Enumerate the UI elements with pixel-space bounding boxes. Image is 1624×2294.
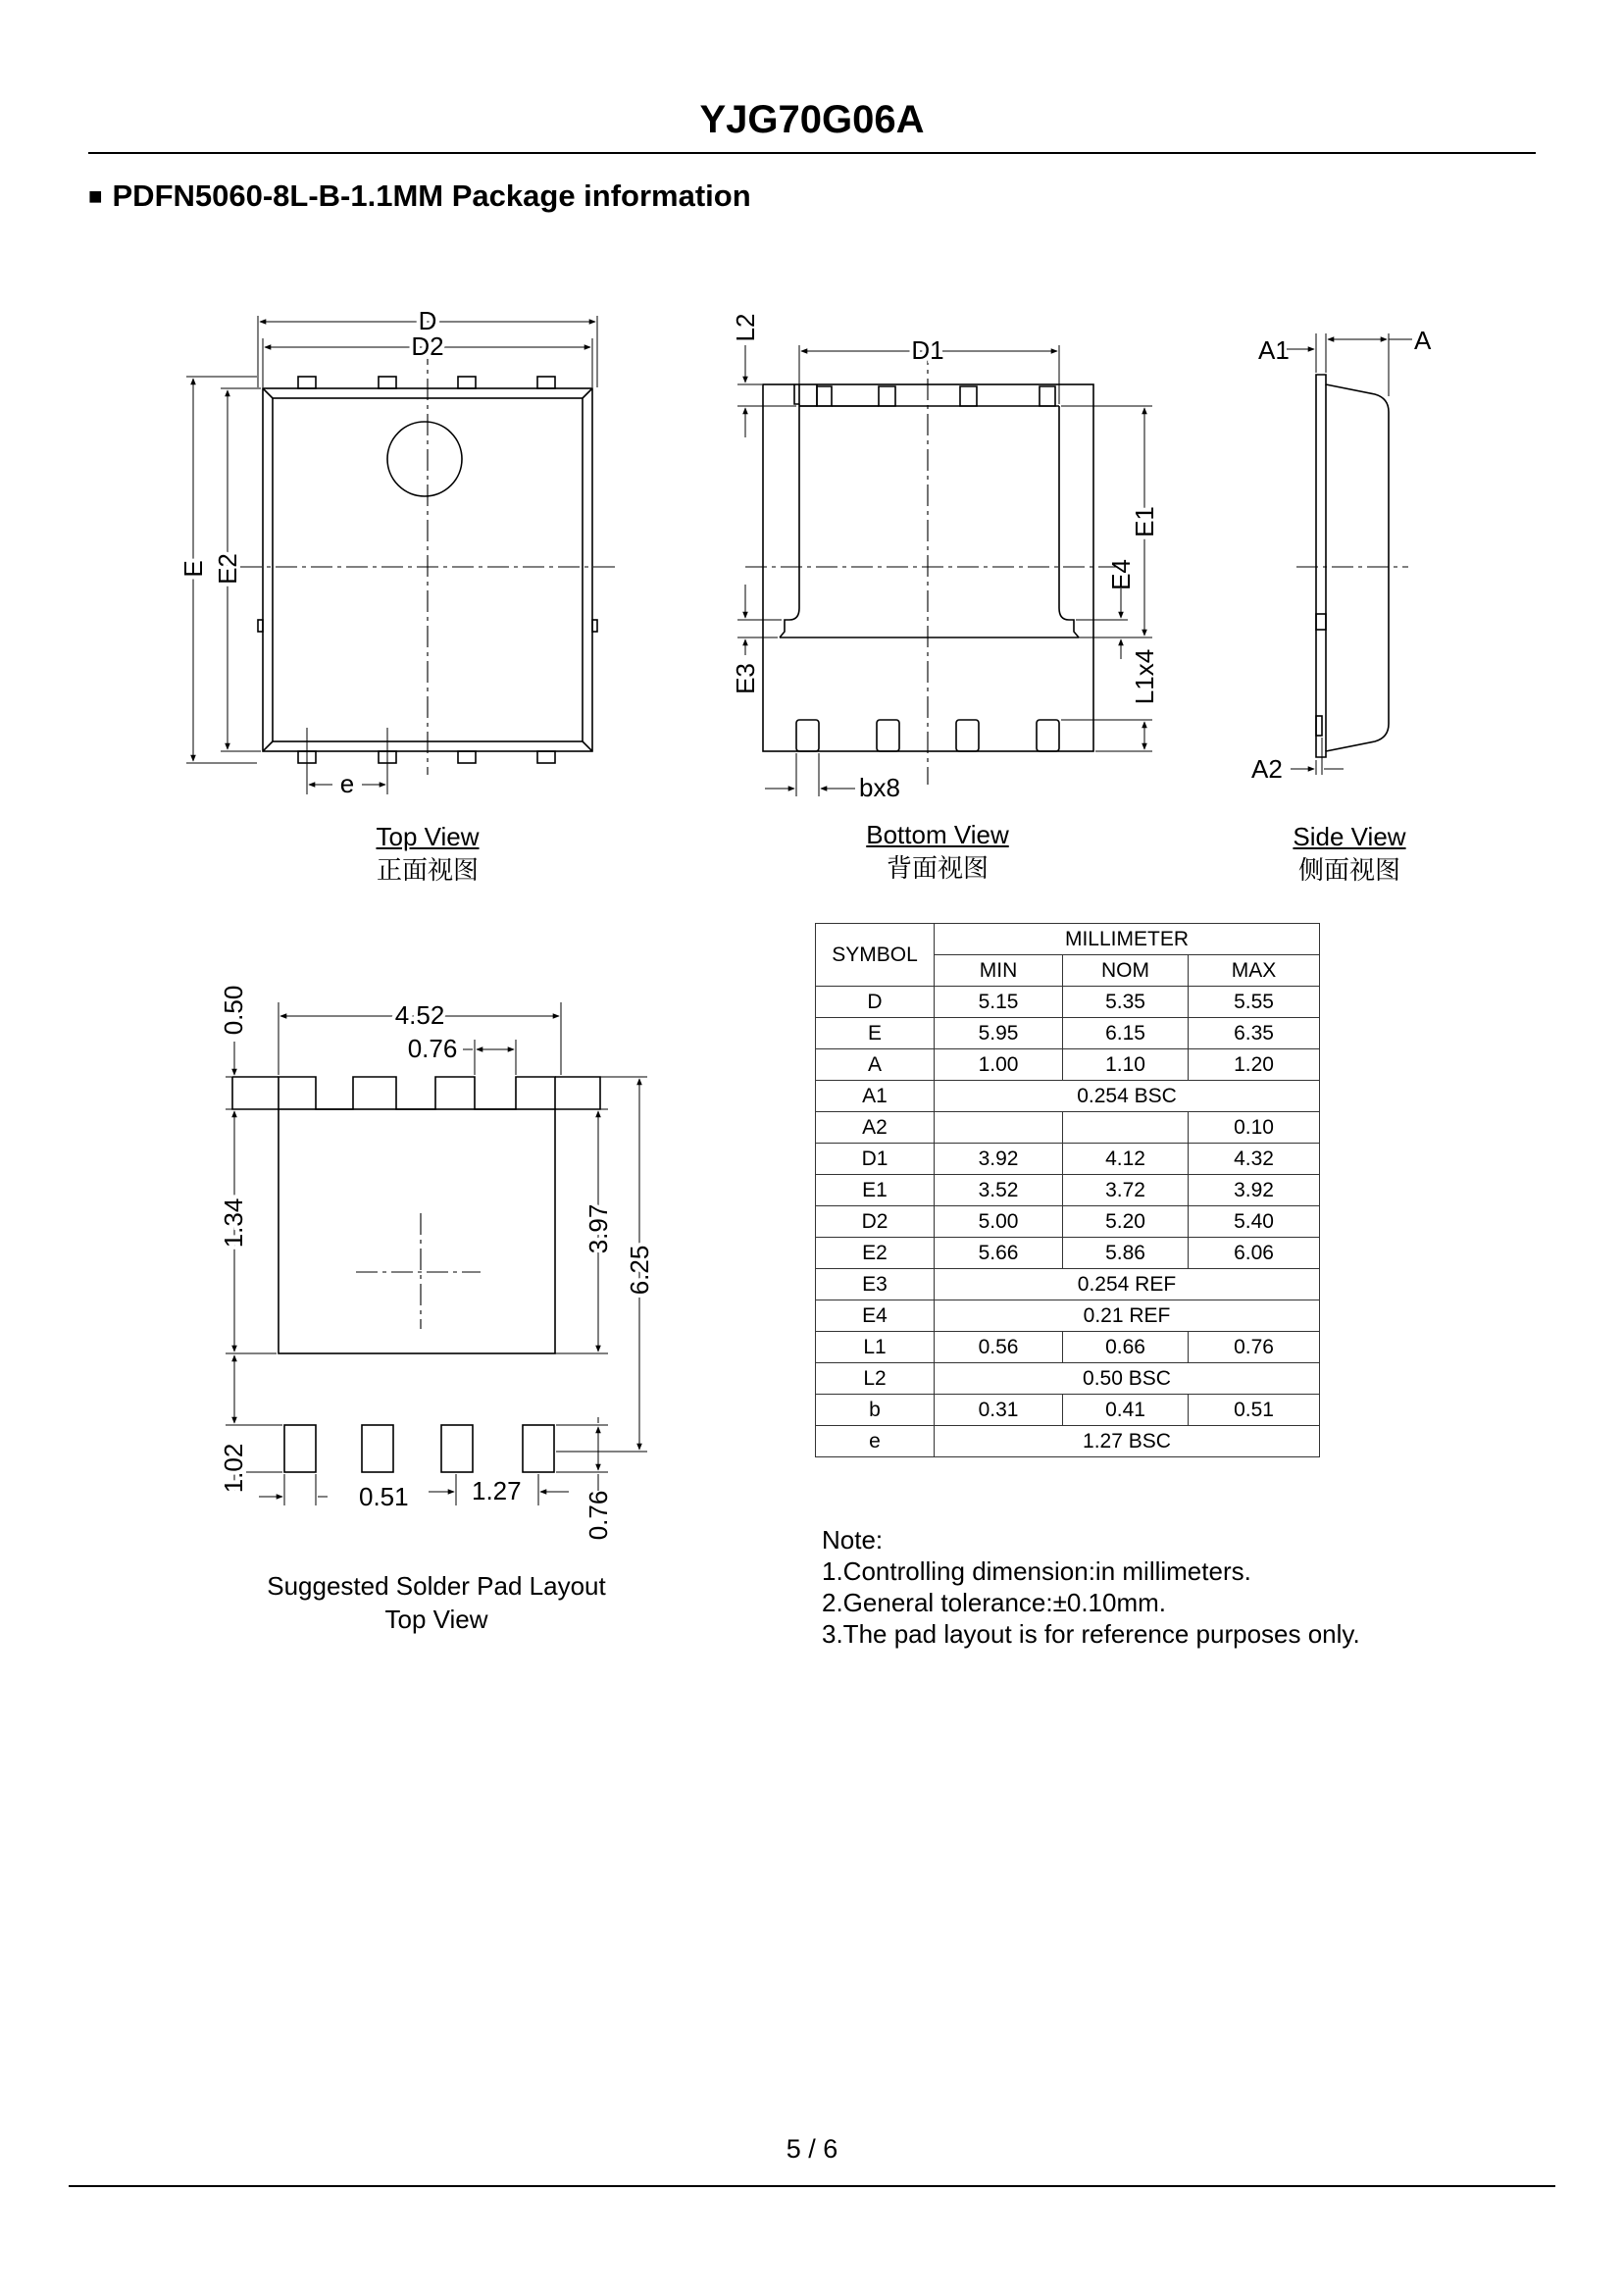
- max-cell: 4.32: [1189, 1144, 1320, 1175]
- symbol-cell: e: [816, 1426, 935, 1457]
- symbol-header: SYMBOL: [816, 924, 935, 987]
- table-row: [816, 1049, 1320, 1081]
- nom-cell: 5.86: [1063, 1238, 1189, 1269]
- top-view-caption-en: Top View: [376, 822, 480, 851]
- span-value-cell: 0.21 REF: [935, 1300, 1320, 1332]
- symbol-cell: L1: [816, 1332, 935, 1363]
- side-view-label-a: A: [1414, 326, 1432, 355]
- table-row: [816, 1175, 1320, 1206]
- col-max-header: MAX: [1189, 955, 1320, 987]
- min-cell: [935, 1112, 1063, 1144]
- document-title: YJG70G06A: [699, 98, 925, 141]
- symbol-cell: A2: [816, 1112, 935, 1144]
- pad-dim-051: 0.51: [359, 1482, 409, 1511]
- symbol-cell: D2: [816, 1206, 935, 1238]
- table-row: [816, 1206, 1320, 1238]
- table-row: [816, 987, 1320, 1018]
- min-cell: 0.56: [935, 1332, 1063, 1363]
- nom-cell: 5.35: [1063, 987, 1189, 1018]
- note-item: 2.General tolerance:±0.10mm.: [822, 1588, 1166, 1617]
- bottom-view-label-e3: E3: [731, 663, 760, 694]
- solder-pad-caption-line1: Suggested Solder Pad Layout: [267, 1571, 606, 1601]
- notes-title: Note:: [822, 1525, 884, 1555]
- table-row: [816, 1426, 1320, 1457]
- pad-dim-050: 0.50: [219, 985, 248, 1036]
- table-row: [816, 1112, 1320, 1144]
- top-view-label-d: D: [418, 306, 437, 335]
- min-cell: 5.95: [935, 1018, 1063, 1049]
- top-view-label-e: E: [178, 560, 208, 578]
- unit-header: MILLIMETER: [935, 924, 1320, 955]
- min-cell: 5.15: [935, 987, 1063, 1018]
- max-cell: 0.51: [1189, 1395, 1320, 1426]
- pad-dim-127: 1.27: [472, 1476, 522, 1505]
- bottom-view-label-l1x4: L1x4: [1130, 648, 1159, 705]
- table-row: [816, 1018, 1320, 1049]
- pad-dim-134: 1.34: [219, 1198, 248, 1249]
- symbol-cell: D1: [816, 1144, 935, 1175]
- section-title: PDFN5060-8L-B-1.1MM Package information: [112, 178, 751, 213]
- nom-cell: 0.41: [1063, 1395, 1189, 1426]
- side-view-caption-en: Side View: [1293, 822, 1406, 851]
- top-view-drawing: [186, 316, 616, 794]
- span-value-cell: 0.254 BSC: [935, 1081, 1320, 1112]
- bottom-view-caption-en: Bottom View: [866, 820, 1009, 849]
- max-cell: 5.40: [1189, 1206, 1320, 1238]
- pad-dim-625: 6.25: [625, 1245, 654, 1296]
- max-cell: 5.55: [1189, 987, 1320, 1018]
- side-view-drawing: [1287, 333, 1412, 775]
- dimension-table-body: [816, 987, 1320, 1457]
- top-view-label-e2: E2: [213, 553, 242, 585]
- nom-cell: 6.15: [1063, 1018, 1189, 1049]
- table-row: [816, 1395, 1320, 1426]
- nom-cell: 3.72: [1063, 1175, 1189, 1206]
- table-row: [816, 1269, 1320, 1300]
- pad-dim-076-bottom: 0.76: [584, 1490, 613, 1541]
- max-cell: 6.35: [1189, 1018, 1320, 1049]
- min-cell: 5.00: [935, 1206, 1063, 1238]
- bottom-view-label-d1: D1: [911, 335, 944, 365]
- symbol-cell: b: [816, 1395, 935, 1426]
- side-view-caption-cn: 侧面视图: [1297, 855, 1400, 885]
- top-view-caption: [330, 820, 526, 887]
- table-row: [816, 1144, 1320, 1175]
- min-cell: 1.00: [935, 1049, 1063, 1081]
- solder-pad-caption: [221, 1569, 652, 1636]
- bottom-view-label-l2: L2: [731, 313, 760, 342]
- symbol-cell: D: [816, 987, 935, 1018]
- symbol-cell: E3: [816, 1269, 935, 1300]
- bottom-view-label-e4: E4: [1106, 559, 1136, 590]
- top-view-label-d2: D2: [411, 331, 444, 361]
- table-row: [816, 1363, 1320, 1395]
- symbol-cell: E2: [816, 1238, 935, 1269]
- solder-pad-caption-line2: Top View: [384, 1605, 488, 1634]
- top-view-label-pitch: e: [339, 769, 355, 798]
- symbol-cell: E1: [816, 1175, 935, 1206]
- section-bullet: ■: [88, 183, 103, 210]
- symbol-cell: A1: [816, 1081, 935, 1112]
- min-cell: 5.66: [935, 1238, 1063, 1269]
- min-cell: 3.52: [935, 1175, 1063, 1206]
- pad-dim-076-top: 0.76: [407, 1034, 458, 1063]
- bottom-view-caption: [839, 818, 1036, 885]
- span-value-cell: 0.50 BSC: [935, 1363, 1320, 1395]
- side-view-label-a2: A2: [1251, 754, 1283, 784]
- bottom-view-label-e1: E1: [1130, 506, 1159, 537]
- symbol-cell: E4: [816, 1300, 935, 1332]
- bottom-view-caption-cn: 背面视图: [886, 853, 989, 883]
- symbol-cell: A: [816, 1049, 935, 1081]
- pad-dim-397: 3.97: [584, 1203, 613, 1254]
- nom-cell: [1063, 1112, 1189, 1144]
- symbol-cell: E: [816, 1018, 935, 1049]
- pad-dim-452: 4.52: [394, 1000, 445, 1030]
- note-item: 3.The pad layout is for reference purposes only.: [822, 1619, 1360, 1649]
- min-cell: 3.92: [935, 1144, 1063, 1175]
- bottom-view-drawing: [737, 343, 1152, 796]
- nom-cell: 0.66: [1063, 1332, 1189, 1363]
- max-cell: 0.10: [1189, 1112, 1320, 1144]
- nom-cell: 4.12: [1063, 1144, 1189, 1175]
- col-min-header: MIN: [935, 955, 1063, 987]
- pad-dim-102: 1.02: [219, 1443, 248, 1494]
- top-view-caption-cn: 正面视图: [376, 855, 479, 885]
- max-cell: 3.92: [1189, 1175, 1320, 1206]
- page-number: 5 / 6: [786, 2134, 838, 2164]
- footer-rule: [69, 2185, 1555, 2187]
- max-cell: 0.76: [1189, 1332, 1320, 1363]
- dimension-table: [815, 923, 1320, 1457]
- span-value-cell: 0.254 REF: [935, 1269, 1320, 1300]
- bottom-view-label-bx8: bx8: [859, 773, 900, 802]
- side-view-caption: [1251, 820, 1447, 887]
- table-row: [816, 1081, 1320, 1112]
- max-cell: 6.06: [1189, 1238, 1320, 1269]
- table-row: [816, 1238, 1320, 1269]
- max-cell: 1.20: [1189, 1049, 1320, 1081]
- symbol-cell: L2: [816, 1363, 935, 1395]
- side-view-label-a1: A1: [1258, 335, 1290, 365]
- nom-cell: 1.10: [1063, 1049, 1189, 1081]
- note-item: 1.Controlling dimension:in millimeters.: [822, 1556, 1251, 1586]
- col-nom-header: NOM: [1063, 955, 1189, 987]
- min-cell: 0.31: [935, 1395, 1063, 1426]
- notes: [822, 1524, 1360, 1650]
- table-row: [816, 1300, 1320, 1332]
- pin1-marker: [387, 422, 462, 496]
- table-row: [816, 1332, 1320, 1363]
- span-value-cell: 1.27 BSC: [935, 1426, 1320, 1457]
- nom-cell: 5.20: [1063, 1206, 1189, 1238]
